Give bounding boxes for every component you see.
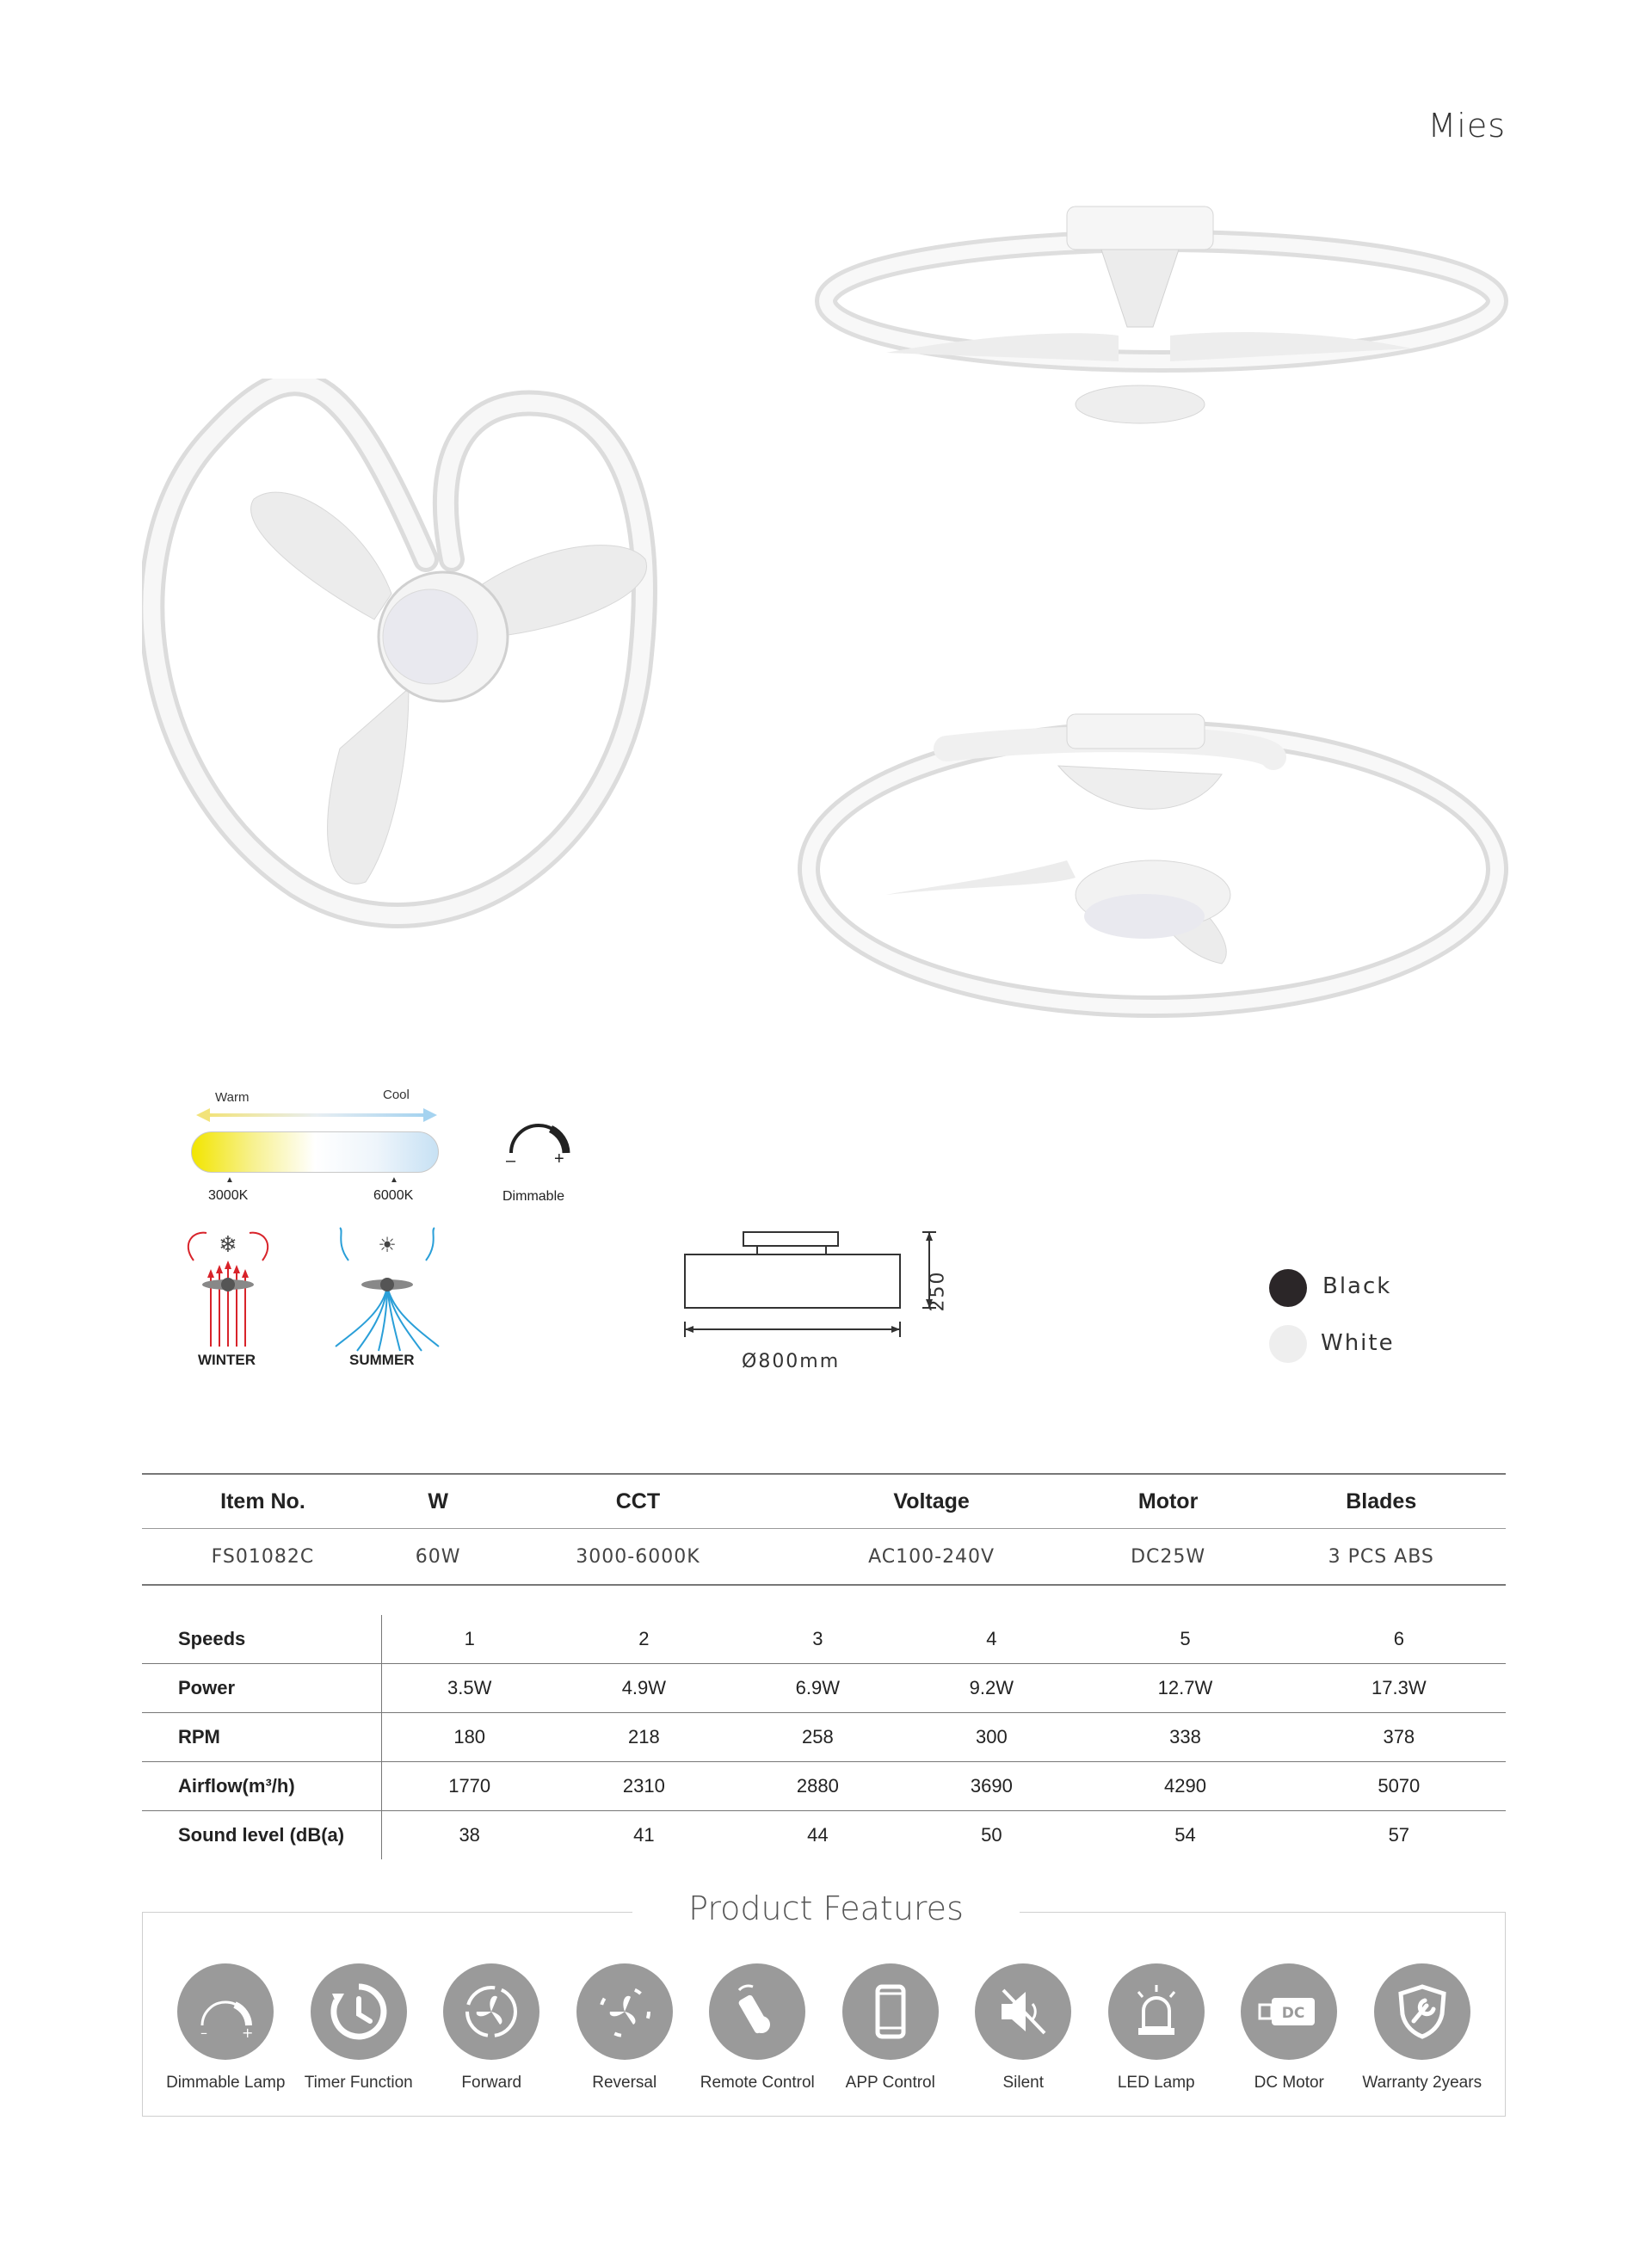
svg-text:+: + (242, 2025, 254, 2037)
dimension-height-label: 250 (927, 1270, 949, 1312)
feature-label: Timer Function (304, 2074, 413, 2092)
feature-item (294, 1963, 423, 2093)
speed-cell: 50 (981, 1824, 1002, 1846)
dimmable-minus: – (506, 1151, 516, 1170)
cct-low-marker-icon: ▲ (225, 1175, 234, 1185)
speed-row-label: Speeds (142, 1615, 382, 1664)
feature-label: DC Motor (1254, 2074, 1324, 2092)
speed-row-label: Power (142, 1664, 382, 1713)
feature-item (693, 1963, 822, 2093)
speed-table-row (142, 1762, 1506, 1811)
page-title: Mies (1427, 107, 1506, 145)
spec-cell-motor: DC25W (1131, 1545, 1206, 1568)
speed-cell: 57 (1388, 1824, 1410, 1846)
spec-header-blades: Blades (1346, 1489, 1417, 1513)
summer-airflow-icon (331, 1226, 443, 1355)
reversal-fan-icon (576, 1963, 673, 2060)
spec-header-motor: Motor (1137, 1489, 1199, 1513)
features-title: Product Features (632, 1889, 1020, 1927)
spec-cell-item-no: FS01082C (211, 1545, 315, 1568)
speed-cell: 3690 (970, 1775, 1013, 1797)
speed-cell: 3 (812, 1628, 823, 1649)
speed-cell: 17.3W (1372, 1677, 1427, 1698)
feature-label: Silent (1002, 2074, 1045, 2092)
speed-cell: 300 (975, 1726, 1008, 1747)
summer-mode-label: SUMMER (349, 1352, 415, 1368)
feature-label: APP Control (845, 2074, 935, 2092)
color-swatch-black (1269, 1269, 1307, 1307)
cct-high-label: 6000K (373, 1188, 414, 1203)
dimmable-icon (177, 1963, 274, 2060)
spec-header-item-no: Item No. (220, 1489, 305, 1513)
color-label-white: White (1321, 1330, 1395, 1356)
spec-row (142, 1529, 1506, 1586)
speed-table-row (142, 1615, 1506, 1664)
speed-cell: 218 (628, 1726, 660, 1747)
spec-header-cct: CCT (615, 1489, 661, 1513)
speed-table-row (142, 1664, 1506, 1713)
led-lamp-icon (1108, 1963, 1205, 2060)
feature-item (1224, 1963, 1353, 2093)
winter-airflow-icon (176, 1226, 280, 1355)
speed-cell: 38 (459, 1824, 480, 1846)
speed-cell: 2880 (796, 1775, 839, 1797)
feature-item (427, 1963, 556, 2093)
feature-label: LED Lamp (1117, 2074, 1195, 2092)
speed-cell: 12.7W (1157, 1677, 1213, 1698)
feature-item (826, 1963, 955, 2093)
features-row (142, 1963, 1506, 2093)
spec-cell-cct: 3000-6000K (576, 1545, 700, 1568)
feature-label: Remote Control (700, 2074, 815, 2092)
speed-cell: 338 (1169, 1726, 1201, 1747)
spec-cell-wattage: 60W (415, 1545, 461, 1568)
svg-text:❄: ❄ (219, 1232, 237, 1258)
svg-text:DC: DC (1281, 2005, 1305, 2022)
product-image-top-view (142, 379, 727, 938)
speed-cell: 1 (464, 1628, 475, 1649)
spec-cell-voltage: AC100-240V (868, 1545, 996, 1568)
speed-cell: 6.9W (795, 1677, 841, 1698)
speed-cell: 9.2W (969, 1677, 1014, 1698)
color-swatch-white (1269, 1325, 1307, 1363)
feature-item (161, 1963, 290, 2093)
phone-icon (842, 1963, 939, 2060)
feature-item (1092, 1963, 1221, 2093)
svg-text:☀: ☀ (378, 1233, 397, 1257)
svg-text:–: – (200, 2025, 208, 2037)
mute-icon (975, 1963, 1071, 2060)
speed-cell: 1770 (448, 1775, 491, 1797)
feature-label: Forward (461, 2074, 522, 2092)
cct-low-label: 3000K (208, 1188, 249, 1203)
spec-header-wattage: W (428, 1489, 448, 1513)
speed-cell: 2310 (622, 1775, 665, 1797)
speed-cell: 3.5W (447, 1677, 492, 1698)
feature-label: Warranty 2years (1362, 2074, 1482, 2092)
speed-row-label: Sound level (dB(a) (142, 1811, 382, 1860)
speed-cell: 378 (1383, 1726, 1415, 1747)
cct-gradient-bar (191, 1131, 439, 1173)
speed-cell: 6 (1393, 1628, 1404, 1649)
spec-table (142, 1473, 1506, 1586)
cct-direction-arrow-icon (196, 1106, 437, 1125)
speed-cell: 2 (638, 1628, 650, 1649)
feature-item (959, 1963, 1088, 2093)
cct-high-marker-icon: ▲ (390, 1175, 398, 1185)
speed-table-row (142, 1713, 1506, 1762)
feature-label: Dimmable Lamp (166, 2074, 286, 2092)
speed-cell: 4290 (1164, 1775, 1206, 1797)
speed-cell: 180 (453, 1726, 486, 1747)
speed-row-label: RPM (142, 1713, 382, 1762)
speed-cell: 54 (1174, 1824, 1196, 1846)
timer-icon (311, 1963, 407, 2060)
speed-cell: 5070 (1378, 1775, 1421, 1797)
warranty-shield-icon (1374, 1963, 1470, 2060)
product-image-angle-view-1 (792, 198, 1514, 439)
cct-cool-label: Cool (383, 1088, 410, 1102)
forward-fan-icon (443, 1963, 539, 2060)
dimmable-plus: + (554, 1150, 564, 1168)
remote-icon (709, 1963, 805, 2060)
speed-table (142, 1615, 1506, 1859)
speed-cell: 44 (807, 1824, 829, 1846)
color-label-black: Black (1322, 1273, 1392, 1299)
feature-label: Reversal (592, 2074, 657, 2092)
speed-cell: 5 (1180, 1628, 1191, 1649)
speed-cell: 258 (801, 1726, 834, 1747)
cct-warm-label: Warm (215, 1090, 250, 1105)
speed-cell: 4.9W (621, 1677, 667, 1698)
dc-motor-icon (1241, 1963, 1337, 2060)
spec-header-row (142, 1474, 1506, 1529)
product-image-angle-view-2 (792, 706, 1514, 1032)
feature-item (560, 1963, 689, 2093)
spec-cell-blades: 3 PCS ABS (1328, 1545, 1434, 1568)
speed-row-label: Airflow(m³/h) (142, 1762, 382, 1811)
dimension-diameter-label: Ø800mm (742, 1351, 841, 1372)
feature-item (1358, 1963, 1487, 2093)
speed-cell: 41 (633, 1824, 655, 1846)
spec-header-voltage: Voltage (893, 1489, 970, 1513)
dimmable-label: Dimmable (502, 1189, 565, 1204)
speed-table-row (142, 1811, 1506, 1860)
winter-mode-label: WINTER (198, 1352, 256, 1368)
speed-cell: 4 (986, 1628, 997, 1649)
